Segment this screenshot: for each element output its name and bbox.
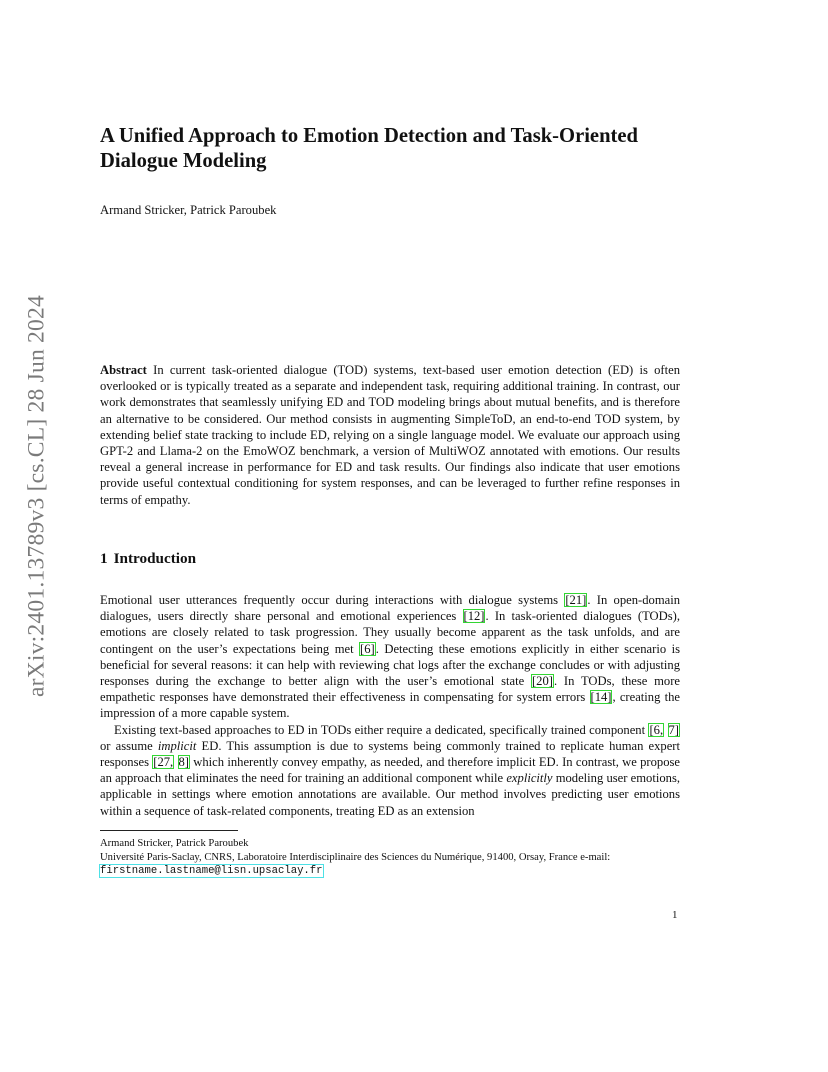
introduction-body (100, 592, 680, 819)
section-title: Introduction (113, 550, 197, 567)
text-run: . Detecting these emotions explicitly in either scenario is beneficial for several reasons: it can help with reviewing chat logs after the exchange concludes or with adjusting responses during the exchange to better align with the user’s emotional state (100, 641, 680, 689)
page-number: 1 (672, 909, 678, 921)
text-run: , creating the impression of a more capable system. (100, 690, 680, 721)
emphasis-text: implicit (157, 738, 197, 753)
footnote (100, 837, 680, 879)
abstract-text: In current task-oriented dialogue (TOD) systems, text-based user emotion detection (ED) is often overlooked or is typically treated as a separate and independent task, requiring additional training. In contrast, our work demonstrates that seamlessly unifying ED and TOD modeling brings about mutual benefits, and is therefore an alternative to be considered. Our method consists in augmenting SimpleToD, an end-to-end TOD system, by extending belief state tracking to include ED, relying on a single language model. We evaluate our approach using GPT-2 and Llama-2 on the EmoWOZ benchmark, a version of MultiWOZ annotated with emotions. Our results reveal a general increase in performance for ED and task results. Our findings also indicate that user emotions provide useful contextual conditioning for system responses, and can be leveraged to further refine responses in terms of empathy. (100, 363, 680, 507)
intro-paragraph-2 (100, 722, 680, 819)
citation-link[interactable]: [6, (649, 722, 664, 737)
footnote-email-line (100, 864, 680, 879)
citation-link[interactable]: 7] (668, 722, 679, 737)
text-run: Existing text-based approaches to ED in TODs either require a dedicated, specifically trained component (114, 722, 649, 737)
section-heading (100, 550, 196, 568)
citation-link[interactable]: [14] (590, 690, 612, 705)
citation-link[interactable]: 8] (178, 755, 189, 770)
intro-paragraph-1 (100, 592, 680, 722)
text-run: . In task-oriented dialogues (TODs), emotions are closely related to task progression. They usually become apparent as the task unfolds, and are contingent on the user’s expectations being met (100, 609, 680, 656)
abstract (100, 362, 680, 508)
text-run: which inherently convey empathy, as needed, and therefore implicit ED. In contrast, we propose an approach that eliminates the need for training an additional component while (100, 755, 681, 786)
citation-link[interactable]: [27, (153, 755, 174, 770)
footnote-divider (100, 830, 238, 831)
abstract-label: Abstract (100, 363, 147, 377)
author-list: Armand Stricker, Patrick Paroubek (100, 203, 277, 217)
citation-link[interactable]: [21] (565, 593, 587, 607)
text-run: or assume (100, 738, 158, 753)
emphasis-text: explicitly (506, 771, 553, 786)
footnote-affiliation: Université Paris-Saclay, CNRS, Laboratoire Interdisciplinaire des Sciences du Numérique, 91400, Orsay, France e-mail: (100, 851, 611, 863)
footnote-authors: Armand Stricker, Patrick Paroubek (100, 838, 249, 849)
citation-link[interactable]: [20] (531, 674, 553, 689)
arxiv-stamp-text: arXiv:2401.13789v3 [cs.CL] 28 Jun 2024 (23, 294, 50, 698)
text-run: ED. This assumption is due to systems being commonly trained to replicate human expert responses (100, 738, 680, 770)
email-link[interactable]: firstname.lastname@lisn.upsaclay.fr (100, 865, 323, 878)
text-run: modeling user emotions, applicable in settings where emotion annotations are available. Our method involves predicting user emotions within a sequence of task-related components, treating ED as an extension (100, 771, 680, 818)
arxiv-identifier-stamp (20, 290, 54, 702)
text-run: Emotional user utterances frequently occur during interactions with dialogue systems (100, 593, 565, 607)
text-run: . In open-domain dialogues, users directly share personal and emotional experiences (100, 593, 681, 624)
citation-link[interactable]: [6] (360, 641, 375, 656)
section-number: 1 (100, 550, 108, 567)
citation-link[interactable]: [12] (463, 609, 485, 624)
text-run: . In TODs, these more empathetic responses have demonstrated their effectiveness in compensating for system errors (100, 674, 680, 705)
paper-title: A Unified Approach to Emotion Detection and Task-Oriented Dialogue Modeling (100, 125, 638, 172)
